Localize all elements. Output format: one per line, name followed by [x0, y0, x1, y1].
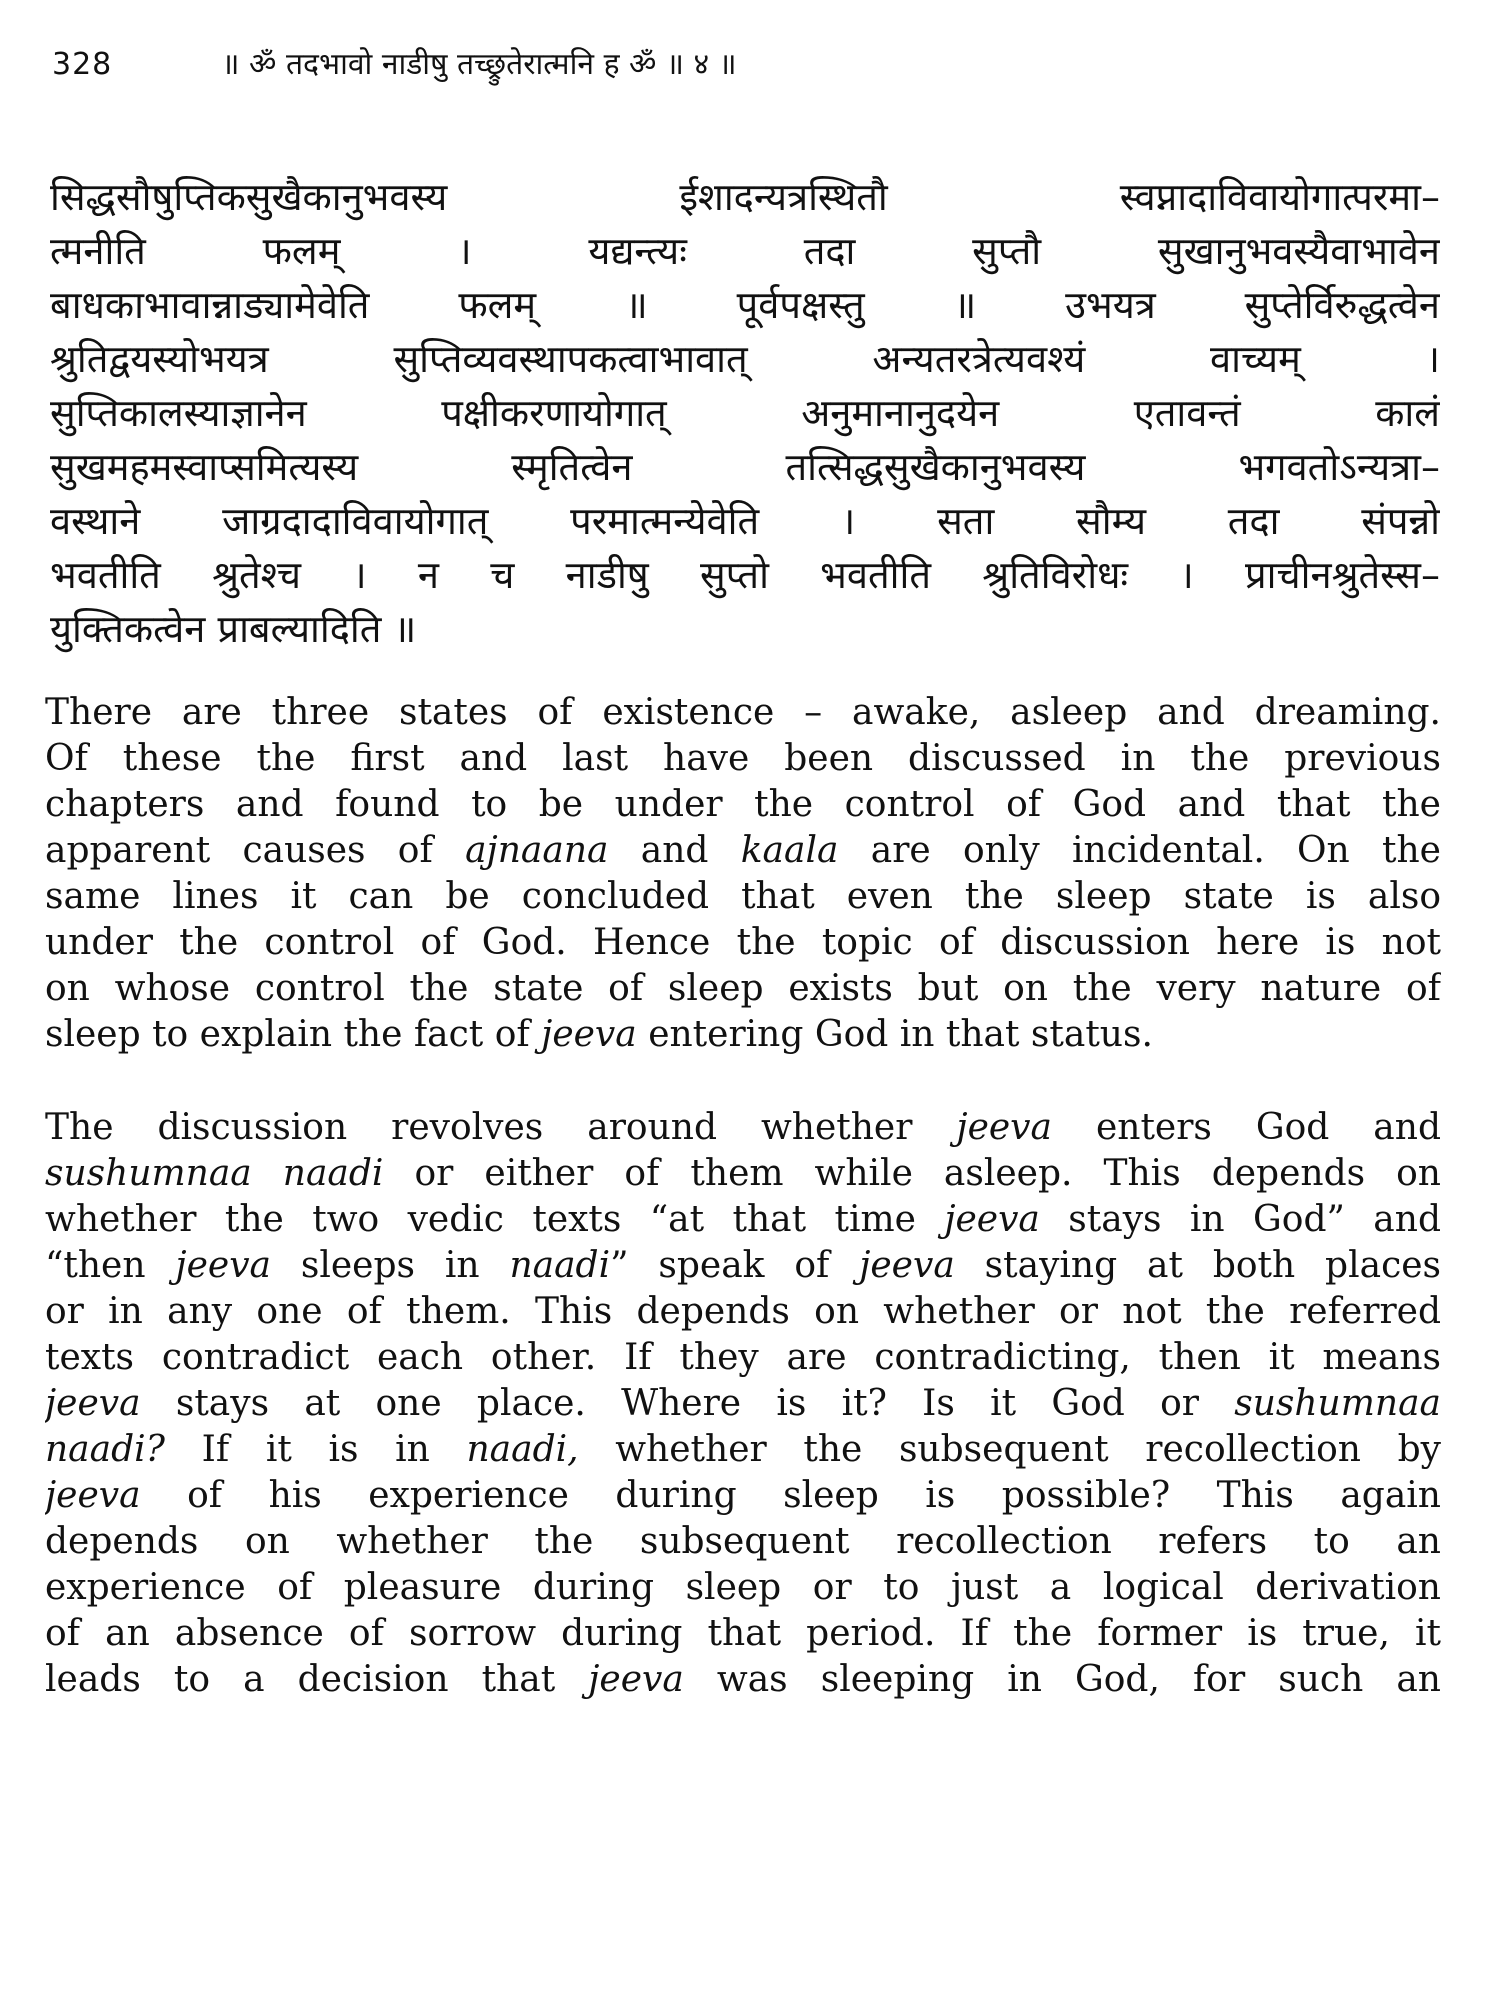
italic-term: jeeva — [45, 1383, 141, 1424]
italic-term: naadi? — [45, 1429, 165, 1470]
italic-term: jeeva — [175, 1245, 271, 1286]
sanskrit-line: सिद्धसौषुप्तिकसुखैकानुभवस्य ईशादन्यत्रस्थितौ स्वप्नादाविवायोगात्परमा– — [50, 175, 1440, 219]
paragraph-line: apparent causes of ajnaana and kaala are only incidental. On the — [45, 830, 1441, 871]
sutra-heading: ॥ ॐ तदभावो नाडीषु तच्छ्रुतेरात्मनि ह ॐ ॥ ४ ॥ — [221, 47, 737, 82]
sanskrit-line: वस्थाने जाग्रदादाविवायोगात् परमात्मन्येवेति । सता सौम्य तदा संपन्नो — [50, 499, 1440, 543]
italic-term: jeeva — [859, 1245, 955, 1286]
paragraph-line: The discussion revolves around whether jeeva enters God and — [45, 1107, 1441, 1148]
paragraph-line: Of these the first and last have been discussed in the previous — [45, 738, 1441, 779]
italic-term: jeeva — [588, 1659, 684, 1700]
italic-term: jeeva — [45, 1475, 141, 1516]
paragraph-line: jeeva of his experience during sleep is possible? This again — [45, 1475, 1441, 1516]
page-header — [52, 40, 1452, 90]
paragraph-line: There are three states of existence – awake, asleep and dreaming. — [45, 692, 1441, 733]
paragraph-line: jeeva stays at one place. Where is it? Is it God or sushumnaa — [45, 1383, 1441, 1424]
sanskrit-line: सुखमहमस्वाप्समित्यस्य स्मृतित्वेन तत्सिद्धसुखैकानुभवस्य भगवतोऽन्यत्रा– — [50, 445, 1440, 489]
paragraph-line: chapters and found to be under the control of God and that the — [45, 784, 1441, 825]
italic-term: ajnaana — [465, 830, 609, 871]
paragraph-line: under the control of God. Hence the topic of discussion here is not — [45, 922, 1441, 963]
paragraph-line: leads to a decision that jeeva was sleeping in God, for such an — [45, 1659, 1441, 1700]
paragraph-line: sleep to explain the fact of jeeva entering God in that status. — [45, 1014, 1153, 1055]
italic-term: jeeva — [956, 1107, 1052, 1148]
paragraph-line: whether the two vedic texts “at that time jeeva stays in God” and — [45, 1199, 1441, 1240]
english-paragraph-2 — [45, 1105, 1441, 1703]
paragraph-line: naadi? If it is in naadi, whether the subsequent recollection by — [45, 1429, 1441, 1470]
italic-term: sushumnaa — [1234, 1383, 1441, 1424]
paragraph-line: texts contradict each other. If they are contradicting, then it means — [45, 1337, 1441, 1378]
italic-term: kaala — [740, 830, 839, 871]
sanskrit-line: बाधकाभावान्नाड्यामेवेति फलम् ॥ पूर्वपक्षस्तु ॥ उभयत्र सुप्तेर्विरुद्धत्वेन — [50, 283, 1440, 327]
paragraph-line: of an absence of sorrow during that period. If the former is true, it — [45, 1613, 1441, 1654]
sanskrit-line: त्मनीति फलम् । यद्यन्त्यः तदा सुप्तौ सुखानुभवस्यैवाभावेन — [50, 229, 1440, 273]
italic-term: jeeva — [541, 1014, 637, 1055]
italic-term: naadi — [509, 1245, 611, 1286]
paragraph-line: on whose control the state of sleep exists but on the very nature of — [45, 968, 1441, 1009]
paragraph-line: sushumnaa naadi or either of them while asleep. This depends on — [45, 1153, 1441, 1194]
italic-term: naadi, — [466, 1429, 579, 1470]
paragraph-line: “then jeeva sleeps in naadi” speak of jeeva staying at both places — [45, 1245, 1441, 1286]
paragraph-line: experience of pleasure during sleep or to just a logical derivation — [45, 1567, 1441, 1608]
paragraph-line: or in any one of them. This depends on whether or not the referred — [45, 1291, 1441, 1332]
italic-term: jeeva — [944, 1199, 1040, 1240]
paragraph-line: depends on whether the subsequent recollection refers to an — [45, 1521, 1441, 1562]
paragraph-line: same lines it can be concluded that even the sleep state is also — [45, 876, 1441, 917]
sanskrit-line: युक्तिकत्वेन प्राबल्यादिति ॥ — [50, 607, 417, 651]
italic-term: sushumnaa naadi — [45, 1153, 384, 1194]
english-paragraph-1 — [45, 690, 1441, 1058]
sanskrit-commentary — [50, 170, 1440, 656]
page-number: 328 — [52, 47, 113, 82]
sanskrit-line: भवतीति श्रुतेश्च । न च नाडीषु सुप्तो भवतीति श्रुतिविरोधः । प्राचीनश्रुतेस्स– — [50, 553, 1440, 597]
sanskrit-line: श्रुतिद्वयस्योभयत्र सुप्तिव्यवस्थापकत्वाभावात् अन्यतरत्रेत्यवश्यं वाच्यम् । — [50, 337, 1440, 381]
sanskrit-line: सुप्तिकालस्याज्ञानेन पक्षीकरणायोगात् अनुमानानुदयेन एतावन्तं कालं — [50, 391, 1440, 435]
